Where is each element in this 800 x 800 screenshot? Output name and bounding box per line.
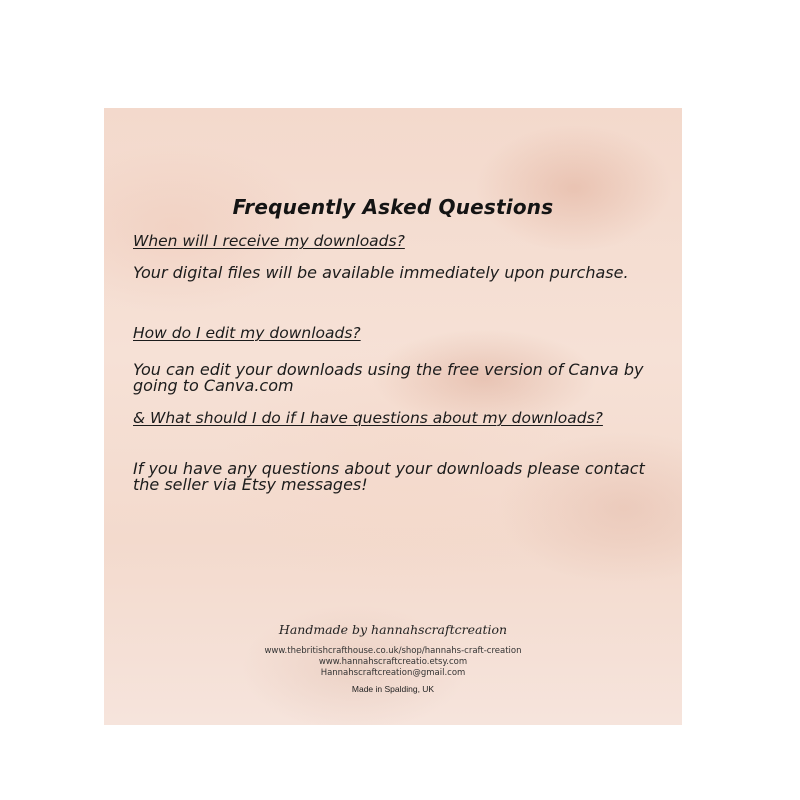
faq-page bbox=[104, 108, 682, 725]
footer-email: Hannahscraftcreation@gmail.com bbox=[320, 668, 466, 678]
footer-etsy: www.hannahscraftcreatio.etsy.com bbox=[318, 657, 468, 667]
faq-question-3: & What should I do if I have questions about my downloads? bbox=[133, 409, 603, 427]
footer-signature: Handmade by hannahscraftcreation bbox=[278, 622, 508, 637]
faq-answer-3: If you have any questions about your downloads please contact the seller via Etsy messages! bbox=[133, 459, 645, 494]
faq-question-1: When will I receive my downloads? bbox=[133, 232, 405, 250]
page-title: Frequently Asked Questions bbox=[232, 195, 554, 219]
footer-website: www.thebritishcrafthouse.co.uk/shop/hannahs-craft-creation bbox=[264, 646, 522, 656]
faq-question-2: How do I edit my downloads? bbox=[133, 324, 361, 342]
footer-contact-lines bbox=[104, 646, 682, 679]
footer-made-in: Made in Spalding, UK bbox=[351, 684, 435, 694]
faq-answer-2: You can edit your downloads using the free version of Canva by going to Canva.com bbox=[133, 360, 644, 395]
faq-answer-1: Your digital files will be available immediately upon purchase. bbox=[133, 263, 629, 282]
